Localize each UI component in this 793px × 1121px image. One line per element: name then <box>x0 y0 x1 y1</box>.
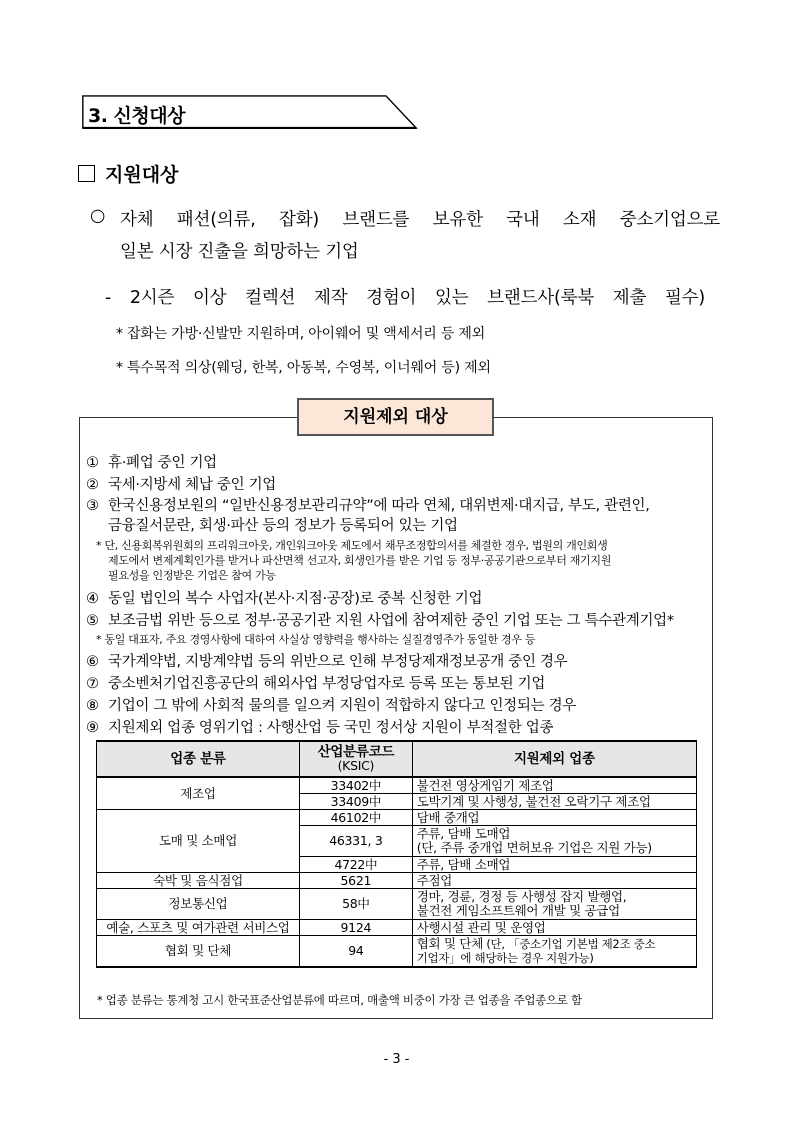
cell-excluded: 사행시설 관리 및 운영업 <box>412 920 696 936</box>
cell-code: 9124 <box>299 920 412 936</box>
exclusion-item: ⑤ 보조금법 위반 등으로 정부·공공기관 지원 사업에 참여제한 중인 기업 또는 그 특수관계기업* <box>86 613 674 629</box>
exclusion-item: ④ 동일 법인의 복수 사업자(본사·지점·공장)로 중복 신청한 기업 <box>86 591 483 607</box>
cell-excluded: 불건전 영상게임기 제조업 <box>412 777 696 794</box>
exclusion-item: ③ 한국신용정보원의 “일반신용정보관리규약”에 따라 연체, 대위변제·대지급, 부도, 관련인, <box>86 498 650 514</box>
exclusion-note: 제도에서 변제계획인가를 받거나 파산면책 선고자, 회생인가를 받은 기업 등 정부·공공기관으로부터 재기지원 <box>108 554 612 567</box>
cell-excluded: 주류, 담배 소매업 <box>412 857 696 873</box>
table-row <box>97 936 697 968</box>
col-header-category: 업종 분류 <box>97 741 300 777</box>
cell-category: 예술, 스포츠 및 여가관련 서비스업 <box>97 920 300 936</box>
cell-excluded: 도박기계 및 사행성, 불건전 오락기구 제조업 <box>412 794 696 810</box>
sub-bullet: - 2시즌 이상 컬렉션 제작 경험이 있는 브랜드사(룩북 제출 필수) <box>105 288 705 308</box>
bullet-text-line1: 자체 패션(의류, 잡화) 브랜드를 보유한 국내 소재 중소기업으로 <box>120 210 720 230</box>
note-item: * 잡화는 가방·신발만 지원하며, 아이웨어 및 액세서리 등 제외 <box>116 326 486 342</box>
exclusion-item: ① 휴·폐업 중인 기업 <box>86 455 217 471</box>
section-title: 3. 신청대상 <box>88 105 185 127</box>
cell-category: 제조업 <box>97 777 300 810</box>
exclusion-item: ⑧ 기업이 그 밖에 사회적 물의를 일으켜 지원이 적합하지 않다고 인정되는 경우 <box>86 698 577 714</box>
table-row <box>97 777 697 794</box>
industry-table <box>96 740 697 968</box>
bullet-circle-icon: ○ <box>90 206 106 226</box>
table-row <box>97 873 697 889</box>
table-row <box>97 920 697 936</box>
col-header-excluded: 지원제외 업종 <box>412 741 696 777</box>
cell-code: 46331, 3 <box>299 826 412 857</box>
exclusion-item: ⑦ 중소벤처기업진흥공단의 해외사업 부정당업자로 등록 또는 통보된 기업 <box>86 676 546 692</box>
exclusion-note: * 단, 신용회복위원회의 프리워크아웃, 개인워크아웃 제도에서 채무조정합의서를 체결한 경우, 법원의 개인회생 <box>96 539 608 552</box>
cell-code: 58中 <box>299 889 412 920</box>
cell-excluded: 담배 중개업 <box>412 810 696 826</box>
cell-excluded: 주류, 담배 도매업 (단, 주류 중개업 면허보유 기업은 지원 가능) <box>412 826 696 857</box>
exclusion-item: ⑨ 지원제외 업종 영위기업 : 사행산업 등 국민 정서상 지원이 부적절한 업종 <box>86 720 554 736</box>
bullet-text-line2: 일본 시장 진출을 희망하는 기업 <box>120 242 359 262</box>
cell-code: 94 <box>299 936 412 968</box>
col-header-code: 산업분류코드 (KSIC) <box>299 741 412 777</box>
note-item: * 특수목적 의상(웨딩, 한복, 아동복, 수영복, 이너웨어 등) 제외 <box>116 360 491 376</box>
exclusion-note: * 동일 대표자, 주요 경영사항에 대하여 사실상 영향력을 행사하는 실질경영주가 동일한 경우 등 <box>96 633 536 646</box>
cell-code: 33402中 <box>299 777 412 794</box>
exclusion-title: 지원제외 대상 <box>297 398 494 436</box>
cell-code: 4722中 <box>299 857 412 873</box>
cell-excluded: 협회 및 단체 (단, 「중소기업 기본법 제2조 중소 기업자」에 해당하는 경우 지원가능) <box>412 936 696 968</box>
cell-category: 도매 및 소매업 <box>97 810 300 873</box>
subsection-title: 지원대상 <box>105 164 179 186</box>
page-number: - 3 - <box>383 1052 410 1067</box>
cell-category: 정보통신업 <box>97 889 300 920</box>
cell-code: 46102中 <box>299 810 412 826</box>
cell-category: 숙박 및 음식점업 <box>97 873 300 889</box>
subsection-heading <box>78 160 178 187</box>
cell-excluded: 경마, 경륜, 경정 등 사행성 잡지 발행업, 불건전 게임소프트웨어 개발 및 공급업 <box>412 889 696 920</box>
cell-code: 33409中 <box>299 794 412 810</box>
table-header-row <box>97 741 697 777</box>
cell-code: 5621 <box>299 873 412 889</box>
exclusion-note: 필요성을 인정받은 기업은 참여 가능 <box>108 569 276 582</box>
table-row <box>97 810 697 826</box>
cell-category: 협회 및 단체 <box>97 936 300 968</box>
checkbox-square-icon <box>78 165 95 182</box>
table-footnote: * 업종 분류는 통계청 고시 한국표준산업분류에 따르며, 매출액 비중이 가장 큰 업종을 주업종으로 함 <box>97 993 582 1007</box>
exclusion-item-cont: 금융질서문란, 회생·파산 등의 정보가 등록되어 있는 기업 <box>108 518 458 534</box>
exclusion-item: ② 국세·지방세 체납 중인 기업 <box>86 477 277 493</box>
exclusion-item: ⑥ 국가계약법, 지방계약법 등의 위반으로 인해 부정당제재정보공개 중인 경우 <box>86 654 568 670</box>
table-row <box>97 889 697 920</box>
cell-excluded: 주점업 <box>412 873 696 889</box>
